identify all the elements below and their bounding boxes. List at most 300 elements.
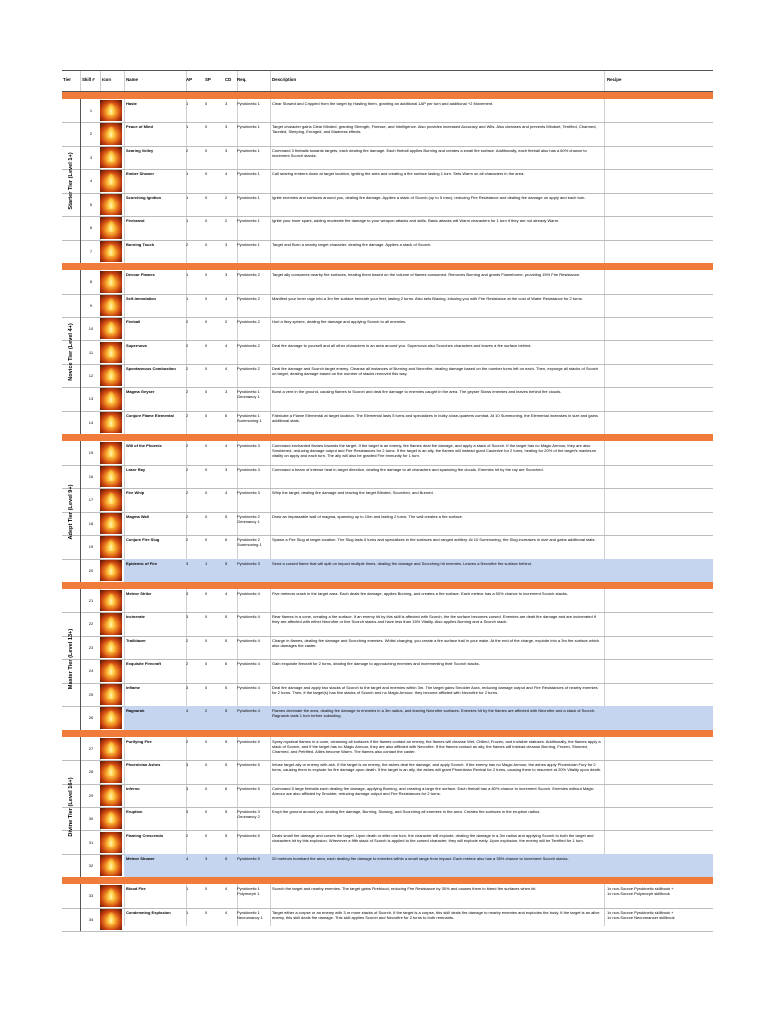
skill-cd: 5 <box>225 832 228 838</box>
skill-name: Condemning Explosion <box>126 909 171 915</box>
skill-number: 4 <box>89 178 93 184</box>
skill-icon <box>100 684 122 705</box>
skill-icon <box>100 832 122 853</box>
skill-row <box>62 411 713 435</box>
col-recipe: Recipe <box>607 77 622 82</box>
skill-sp: 0 <box>205 319 208 325</box>
skill-sp: 0 <box>205 412 208 418</box>
skill-icon <box>100 660 122 681</box>
skill-ap: 2 <box>186 147 189 153</box>
skill-number: 34 <box>88 916 94 922</box>
tier-label <box>62 884 81 931</box>
skill-icon <box>100 560 122 581</box>
skill-cd: 5 <box>225 738 228 744</box>
skill-requirement: Pyrokinetic 3 <box>237 443 260 449</box>
skill-number: 32 <box>88 862 94 868</box>
tier-label <box>62 99 81 263</box>
skill-description: Fabricate a Flame Elemental at target location. The Elemental lasts 5 turns and specializes in bulky close-quarters combat. At 10 Summoning, the Elemental increases in size and gains additional stats. <box>272 412 598 423</box>
skill-description: Manifest your inner rage into a 3m fire surface beneath your feet, lasting 2 turns. Also sets Blazing, infusing you with Fire Resistance at the cost of Water Resistance for 2 turns. <box>272 295 583 301</box>
skill-cd: 2 <box>225 319 228 325</box>
col-name: Name <box>126 77 138 82</box>
skill-number: 3 <box>89 154 93 160</box>
skill-cd: 4 <box>225 443 228 449</box>
skill-description: Scorch the target and nearby enemies. The target gains Fireblood, reducing Fire Resistance by 30% and causes them to bleed fire surfaces when hit. <box>272 886 537 892</box>
skill-icon <box>100 489 122 510</box>
skill-cd: 6 <box>225 537 228 543</box>
skill-row <box>62 737 713 761</box>
skill-requirement: Pyrokinetic 1 Summoning 1 <box>237 412 262 423</box>
skill-name: Ember Shower <box>126 171 155 177</box>
skill-ap: 1 <box>186 194 189 200</box>
skill-ap: 4 <box>186 855 189 861</box>
skill-ap: 2 <box>186 443 189 449</box>
skill-cd: 5 <box>225 809 228 815</box>
skill-sp: 0 <box>205 886 208 892</box>
skill-ap: 1 <box>186 886 189 892</box>
skill-sp: 0 <box>205 241 208 247</box>
skill-name: Laser Ray <box>126 466 146 472</box>
skill-row <box>62 364 713 388</box>
skill-name: Magma Wall <box>126 513 149 519</box>
skill-row <box>62 294 713 318</box>
skill-requirement: Pyrokinetic 2 Summoning 1 <box>237 537 262 548</box>
skill-row <box>62 488 713 512</box>
skill-ap: 2 <box>186 466 189 472</box>
skill-icon <box>100 885 122 906</box>
skill-cd: 5 <box>225 708 228 714</box>
skill-cd: 5 <box>225 855 228 861</box>
skill-name: Ragnarok <box>126 708 145 714</box>
skill-icon <box>100 342 122 363</box>
skill-requirement: Pyrokinetic 1 <box>237 194 260 200</box>
skill-row <box>62 612 713 636</box>
skill-number: 31 <box>88 839 94 845</box>
skill-sp: 2 <box>205 708 208 714</box>
skill-ap: 1 <box>186 124 189 130</box>
skill-sp: 0 <box>205 218 208 224</box>
skill-number: 13 <box>88 396 94 402</box>
skill-ap: 1 <box>186 171 189 177</box>
skill-icon <box>100 388 122 409</box>
skill-row <box>62 512 713 536</box>
skill-sp: 0 <box>205 194 208 200</box>
skill-requirement: Pyrokinetic 1 Polymorph 1 <box>237 886 260 897</box>
skill-description: Whip the target, dealing fire damage and leaving the target Blinded, Scorched, and Burned. <box>272 490 434 496</box>
skill-ap: 2 <box>186 537 189 543</box>
skill-row <box>62 854 713 878</box>
tier-separator <box>62 730 713 737</box>
skill-number: 19 <box>88 544 94 550</box>
skill-sp: 0 <box>205 637 208 643</box>
skill-description: Command a beam of intense heat in target direction, dealing fire damage to all characters and spawning fire clouds. Enemies hit by the ray are Scorched. <box>272 466 544 472</box>
skill-icon <box>100 466 122 487</box>
skill-row <box>62 784 713 808</box>
skill-row <box>62 99 713 123</box>
skill-sp: 0 <box>205 513 208 519</box>
skill-number: 28 <box>88 769 94 775</box>
skill-icon <box>100 365 122 386</box>
skill-description: Deals small fire damage and curses the target. Upon death or after one turn, the character will explode, dealing fire damage in a 3m radius and applying Scorch to both the target and characters hit by this explosion. Whenever a fifth stack of Scorch is applied to the cursed character, they will explode early. Upon explosion, the enemy will be Terrified for 1 turn. <box>272 832 594 843</box>
skill-name: Purifying Fire <box>126 738 152 744</box>
skill-row <box>62 216 713 240</box>
skill-description: Command 5 large fireballs each dealing fire damage, applying Burning, and creating a large fire surface. Each fireball has a 80% chance to increment Scorch. Enemies without Magic Armour are also afflicted by Smolder, reducing damage output and Fire Resistances for 2 turns. <box>272 785 594 796</box>
skill-sp: 1 <box>205 560 208 566</box>
skill-ap: 2 <box>186 661 189 667</box>
skill-row <box>62 146 713 170</box>
skill-description: 20 meteors bombard the area, each dealing fire damage to enemies within a small range from impact. Each meteor also has a 35% chance to increment Scorch stacks. <box>272 855 569 861</box>
skill-number: 25 <box>88 691 94 697</box>
skill-requirement: Pyrokinetic 5 <box>237 785 260 791</box>
skill-name: Devour Flames <box>126 272 155 278</box>
skill-ap: 2 <box>186 319 189 325</box>
skill-number: 9 <box>89 302 93 308</box>
tier-label-text: Divine Tier (Level 16+) <box>68 777 74 837</box>
skill-ap: 3 <box>186 560 189 566</box>
tier-separator <box>62 263 713 270</box>
skill-ap: 3 <box>186 785 189 791</box>
skill-cd: 4 <box>225 490 228 496</box>
skill-row <box>62 193 713 217</box>
skill-sp: 0 <box>205 466 208 472</box>
skill-name: Meteor Shower <box>126 855 155 861</box>
skill-number: 29 <box>88 792 94 798</box>
skill-requirement: Pyrokinetic 3 <box>237 560 260 566</box>
skill-cd: 3 <box>225 124 228 130</box>
col-sp: SP <box>205 77 211 82</box>
skill-requirement: Pyrokinetic 1 Necromancy 1 <box>237 909 263 920</box>
skill-description: Command enchanted flames towards the target. If the target is an enemy, fire flames deal fire damage, and apply a stack of Scorch. If the target has no Magic Armour, they are also Smoldered, reducing damage output and Fire Resistances for 2 turns. If the target is an ally, the flames will instead grant Cauterize for 2 turns, healing for 20% of the target's maximum vitality on apply and each turn. The ally will also be granted Fire Immunity for 1 turn. <box>272 443 596 459</box>
skill-row <box>62 908 713 932</box>
skill-name: Incinerate <box>126 614 145 620</box>
skill-requirement: Pyrokinetic 2 <box>237 319 260 325</box>
skill-name: Fireball <box>126 319 141 325</box>
tier-label <box>62 737 81 878</box>
skill-description: Deal fire damage and Scorch target enemy. Cleanse all instances of Burning and Necrofire, dealing damage based on the number turns left on each. Then, expunge all stacks of Scorch on target, dealing damage based on the number of stacks removed this way. <box>272 365 599 376</box>
skill-requirement: Pyrokinetic 2 <box>237 272 260 278</box>
skill-number: 21 <box>88 598 94 603</box>
skill-row <box>62 683 713 707</box>
skill-number: 33 <box>88 893 94 899</box>
skill-number: 7 <box>89 248 93 254</box>
skill-icon <box>100 909 122 930</box>
skill-description: Infuse target ally or enemy with ash. If the target is an enemy, the ashes deal fire damage, and apply Scorch. If the enemy has no Magic Armour, the ashes apply Phoenician Fury for 2 turns, causing them to explode for fire damage upon death. If the target is an ally, the ashes will grant Phoenician Revival for 2 turns, causing them to resurrect at 20% Vitality upon death. <box>272 762 602 773</box>
skill-ap: 3 <box>186 809 189 815</box>
skill-name: Fire Whip <box>126 490 145 496</box>
skill-ap: 2 <box>186 513 189 519</box>
skill-icon <box>100 412 122 433</box>
skill-number: 15 <box>88 450 94 456</box>
skill-number: 10 <box>88 326 94 332</box>
skill-ap: 2 <box>186 241 189 247</box>
skill-cd: 3 <box>225 466 228 472</box>
skill-ap: 2 <box>186 412 189 418</box>
skill-cd: 5 <box>225 560 228 566</box>
skill-requirement: Pyrokinetic 4 <box>237 708 260 714</box>
skill-ap: 2 <box>186 389 189 395</box>
skill-sp: 0 <box>205 785 208 791</box>
skill-requirement: Pyrokinetic 2 <box>237 295 260 301</box>
skill-ap: 2 <box>186 490 189 496</box>
skill-recipe: 1x non-Source Pyrokinetic skillbook + 1x non-Source Polymorph skillbook <box>607 886 674 897</box>
skill-cd: 6 <box>225 412 228 418</box>
skill-icon <box>100 295 122 316</box>
skill-ap: 2 <box>186 738 189 744</box>
skill-name: Trailblazer <box>126 637 146 643</box>
skill-icon <box>100 808 122 829</box>
skill-cd: 2 <box>225 218 228 224</box>
skill-ap: 1 <box>186 909 189 915</box>
skill-icon <box>100 318 122 339</box>
skill-row <box>62 270 713 294</box>
skill-sp: 0 <box>205 661 208 667</box>
skills-table <box>62 70 713 931</box>
skill-icon <box>100 271 122 292</box>
skill-ap: 2 <box>186 637 189 643</box>
skill-row <box>62 169 713 193</box>
skill-sp: 0 <box>205 124 208 130</box>
skill-cd: 5 <box>225 614 228 620</box>
skill-requirement: Pyrokinetic 1 <box>237 101 260 106</box>
skill-ap: 2 <box>186 365 189 371</box>
skill-cd: 5 <box>225 637 228 643</box>
skill-cd: 4 <box>225 591 228 596</box>
skill-name: Epidemic of Fire <box>126 560 158 566</box>
skill-ap: 1 <box>186 218 189 224</box>
skill-number: 24 <box>88 668 94 674</box>
skill-icon <box>100 194 122 215</box>
skill-number: 14 <box>88 419 94 425</box>
skill-ap: 1 <box>186 101 189 106</box>
skill-cd: 3 <box>225 101 228 106</box>
skill-icon <box>100 785 122 806</box>
skill-icon <box>100 738 122 759</box>
skill-row <box>62 760 713 784</box>
skill-requirement: Pyrokinetic 5 <box>237 762 260 768</box>
skill-description: Deal fire damage to yourself and all other characters in an area around you. Supernova also Scorches characters and leaves a fire surface behind. <box>272 342 532 348</box>
skill-name: Eruption <box>126 809 143 815</box>
tier-separator <box>62 92 713 99</box>
skill-sp: 0 <box>205 443 208 449</box>
skill-number: 17 <box>88 497 94 503</box>
skill-requirement: Pyrokinetic 4 <box>237 614 260 620</box>
skill-name: Scorching Ignition <box>126 194 162 200</box>
skill-requirement: Pyrokinetic 2 <box>237 342 260 348</box>
skill-description: Target character gains Clear Minded, granting Strength, Finesse, and Intelligence. Also provides increased Accuracy and Wits. Also cleanses and prevents Mindset, Terrified, Charmed, Taunted, Sleeping, Enraged, and Madness effects. <box>272 124 597 135</box>
skill-description: Gain exquisite firecraft for 2 turns, dealing fire damage to approaching enemies and incrementing their Scorch stacks. <box>272 661 480 667</box>
skill-name: Inflame <box>126 684 141 690</box>
skill-ap: 3 <box>186 762 189 768</box>
skill-requirement: Pyrokinetic 1 Geomancy 1 <box>237 389 260 400</box>
skill-icon <box>100 513 122 534</box>
skill-ap: 3 <box>186 591 189 596</box>
skill-cd: 5 <box>225 762 228 768</box>
skill-name: Spontaneous Combustion <box>126 365 176 371</box>
skill-row <box>62 441 713 465</box>
skill-requirement: Pyrokinetic 2 <box>237 365 260 371</box>
skill-cd: 4 <box>225 909 228 915</box>
skill-row <box>62 465 713 489</box>
skill-description: Clear Slowed and Crippled from the target by Hasting them, granting an additional 1AP per turn and additional +2 Movement. <box>272 101 494 106</box>
skill-name: Flaming Crescendo <box>126 832 164 838</box>
skill-icon <box>100 217 122 238</box>
skill-number: 30 <box>88 816 94 822</box>
skill-number: 22 <box>88 621 94 627</box>
skill-name: Haste <box>126 101 137 106</box>
skill-description: Target and Burn a nearby target character, dealing fire damage. Applies a stack of Scorch. <box>272 241 432 247</box>
tier-label-text: Master Tier (Level 13+) <box>68 629 74 690</box>
skill-name: Conjure Fire Slug <box>126 537 160 543</box>
skill-cd: 4 <box>225 342 228 348</box>
skill-description: Ignite enemies and surfaces around you, dealing fire damage. Applies a stack of Scorch (up to 5 max), reducing Fire Resistance and dealing fire damage on apply and each turn. <box>272 194 586 200</box>
skill-number: 5 <box>89 201 93 207</box>
skill-description: Draw an impassable wall of magma, spanning up to 10m and lasting 2 turns. The wall creates a fire surface. <box>272 513 463 519</box>
skill-sp: 0 <box>205 365 208 371</box>
skill-row <box>62 589 713 613</box>
skill-icon <box>100 147 122 168</box>
skill-requirement: Pyrokinetic 3 Geomancy 2 <box>237 809 260 820</box>
skill-description: Spray mystical flames in a cone, cleansing all surfaces if the flames contact an enemy, the flames will cleanse Wet, Chilled, Frozen, and Invisible statuses. Additionally, the flames apply a stack of Scorch, and if the target has no Magic Armour, they are also afflicted with Necrofire. If the flames contact an ally, the flames will instead cleanse Burning, Frozen, Stunned, Charmed, and Petrified. Allies become Warm. The flames also contact the caster. <box>272 738 601 754</box>
tier-separator <box>62 877 713 884</box>
col-ap: AP <box>186 77 193 82</box>
col-icon: Icon <box>102 77 112 82</box>
skill-cd: 4 <box>225 886 228 892</box>
skill-sp: 0 <box>205 738 208 744</box>
skill-name: Peace of Mind <box>126 124 153 130</box>
skill-name: Self-Immolation <box>126 295 157 301</box>
skill-requirement: Pyrokinetic 3 <box>237 466 260 472</box>
skill-icon <box>100 536 122 557</box>
skill-name: Inferno <box>126 785 140 791</box>
skill-icon <box>100 170 122 191</box>
skill-cd: 3 <box>225 272 228 278</box>
skill-requirement: Pyrokinetic 1 <box>237 147 260 153</box>
skill-number: 1 <box>89 108 93 113</box>
skill-name: Phoenician Ashes <box>126 762 161 768</box>
skill-description: Command 3 fireballs towards targets, each dealing fire damage. Each fireball applies Burning and creates a small fire surface. Additionally, each fireball also has a 60% chance to increment Scorch stacks. <box>272 147 587 158</box>
skill-requirement: Pyrokinetic 4 <box>237 591 260 596</box>
skill-description: Spawn a Fire Slug at target location. The Slug lasts 5 turns and specializes in fire surfaces and ranged artillery. At 10 Summoning, the Slug increases in size and gains additional stats. <box>272 537 596 543</box>
skill-sp: 0 <box>205 490 208 496</box>
skill-sp: 0 <box>205 342 208 348</box>
skill-icon <box>100 637 122 658</box>
skill-description: Five meteors crash in the target area. Each deals fire damage, applies Burning, and creates a fire surface. Each meteor has a 50% chance to increment Scorch stacks. <box>272 591 568 596</box>
skill-ap: 1 <box>186 295 189 301</box>
skill-number: 20 <box>88 567 94 573</box>
table-header <box>62 70 713 92</box>
skill-ap: 2 <box>186 832 189 838</box>
skill-description: Ignite your inner spark, adding moderate fire damage to your weapon attacks and skills. Basic attacks will Warm characters for 1 turn if they are not already Warm. <box>272 218 560 224</box>
skill-cd: 6 <box>225 785 228 791</box>
skill-row <box>62 659 713 683</box>
skill-sp: 0 <box>205 101 208 106</box>
skill-sp: 0 <box>205 537 208 543</box>
skill-ap: 3 <box>186 614 189 620</box>
skill-requirement: Pyrokinetic 1 <box>237 124 260 130</box>
skill-icon <box>100 707 122 728</box>
skill-name: Blood Fire <box>126 886 146 892</box>
skill-icon <box>100 100 122 121</box>
skill-row <box>62 535 713 559</box>
skill-cd: 6 <box>225 661 228 667</box>
skill-sp: 0 <box>205 684 208 690</box>
skill-sp: 0 <box>205 389 208 395</box>
skill-number: 26 <box>88 715 94 721</box>
skill-row <box>62 317 713 341</box>
skill-number: 6 <box>89 225 93 231</box>
col-skill: Skill # <box>82 77 95 82</box>
col-tier: Tier <box>63 77 71 82</box>
skill-row <box>62 240 713 264</box>
skill-name: Conjure Flame Elemental <box>126 412 174 418</box>
skill-cd: 3 <box>225 241 228 247</box>
skill-description: Hurl a fiery sphere, dealing fire damage and applying Scorch to all enemies. <box>272 319 407 325</box>
skill-row <box>62 706 713 730</box>
skill-requirement: Pyrokinetic 4 <box>237 637 260 643</box>
skill-recipe: 1x non-Source Pyrokinetic skillbook + 1x non-Source Necromancer skillbook <box>607 909 675 920</box>
skill-sp: 0 <box>205 295 208 301</box>
skill-sp: 0 <box>205 171 208 177</box>
skill-sp: 0 <box>205 809 208 815</box>
skill-number: 27 <box>88 745 94 751</box>
skill-sp: 0 <box>205 591 208 596</box>
skill-number: 12 <box>88 372 94 378</box>
tier-label <box>62 270 81 434</box>
skill-name: Will of the Phoenix <box>126 443 162 449</box>
skill-description: Deal fire damage and apply two stacks of Scorch to the target and enemies within 3m. The target gains Smolder Aura, reducing damage output and Fire Resistances of nearby enemies for 2 turns. Then, if the target(s) has five stacks of Scorch and no Magic Armour, they become afflicted with Necrofire for 2 turns. <box>272 684 598 695</box>
skill-cd: 4 <box>225 295 228 301</box>
skill-icon <box>100 590 122 611</box>
skill-description: Target either a corpse or an enemy with 3 or more stacks of Scorch. If the target is a corpse, this skill deals fire damage to nearby enemies and explodes the body. If the target is an alive enemy, this skill deals fire damage. This skill applies Scorch and Necrofire for 2 turns to both remnants. <box>272 909 600 920</box>
skill-sp: 0 <box>205 762 208 768</box>
skill-icon <box>100 442 122 463</box>
skill-name: Supernova <box>126 342 147 348</box>
col-req: Req. <box>237 77 247 82</box>
skill-description: Send a cursed flame that will split on impact multiple times, dealing fire damage and Scorching hit enemies. Leaves a Necrofire fire surface behind. <box>272 560 532 566</box>
skill-requirement: Pyrokinetic 5 <box>237 832 260 838</box>
skill-description: Target ally consumes nearby fire surfaces, healing them based on the volume of flames consumed. Removes Burning and grants Flameborne, providing 15% Fire Resistance. <box>272 272 581 278</box>
skill-description: Burst a vent in the ground, causing flames to Scorch and deal fire damage to enemies caught in the area. The geyser Slows enemies and leaves behind fire clouds. <box>272 389 562 395</box>
col-desc: Description <box>272 77 297 82</box>
tier-label-text: Adept Tier (Level 9+) <box>68 484 74 540</box>
skill-requirement: Pyrokinetic 1 <box>237 241 260 247</box>
skill-name: Meteor Strike <box>126 591 152 596</box>
skill-ap: 2 <box>186 342 189 348</box>
skill-sp: 0 <box>205 832 208 838</box>
skill-row <box>62 341 713 365</box>
tier-label-text: Novice Tier (Level 4+) <box>68 323 74 381</box>
skill-sp: 0 <box>205 272 208 278</box>
skill-icon <box>100 855 122 876</box>
skill-requirement: Pyrokinetic 4 <box>237 684 260 690</box>
col-cd: CD <box>225 77 232 82</box>
skill-name: Exquisite Firecraft <box>126 661 161 667</box>
tier-label <box>62 441 81 582</box>
skill-requirement: Pyrokinetic 5 <box>237 855 260 861</box>
skill-row <box>62 807 713 831</box>
skill-row <box>62 831 713 855</box>
skill-ap: 1 <box>186 272 189 278</box>
tier-label-text: Starter Tier (Level 1+) <box>68 152 74 210</box>
skill-number: 11 <box>88 349 94 355</box>
skill-icon <box>100 761 122 782</box>
skill-requirement: Pyrokinetic 1 <box>237 171 260 177</box>
skill-number: 18 <box>88 520 94 526</box>
skill-cd: 4 <box>225 365 228 371</box>
skill-row <box>62 122 713 146</box>
skill-description: Flames decimate the area, dealing fire damage to enemies in a 3m radius, and leaving Necrofire surfaces. Enemies hit by the flames are affected with Necrofire and a stack of Scorch. Ragnarok lasts 1 turn before subsiding. <box>272 708 596 719</box>
skill-sp: 0 <box>205 614 208 620</box>
skill-row <box>62 884 713 908</box>
